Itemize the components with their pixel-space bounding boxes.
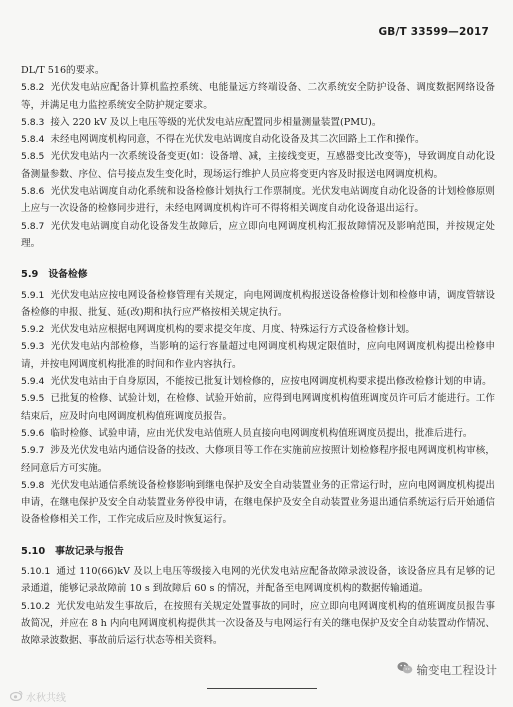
clause-number: 5.9.5 [21, 393, 45, 405]
clause-5-8-6 [21, 183, 495, 218]
footer-rule [207, 688, 317, 689]
clause-text: 光伏发电站内部检修，当影响的运行容量超过电网调度机构规定限值时，应向电网调度机构提出检修申请，并按电网调度机构批准的时间和作业内容执行。 [21, 341, 495, 370]
section-heading-5-9 [21, 266, 495, 283]
clause-number: 5.9.1 [21, 289, 45, 301]
clause-text: 涉及光伏发电站内通信设备的技改、大修项目等工作在实施前应按照计划检修程序报电网调度机构审核，经同意后方可实施。 [21, 445, 495, 474]
clause-5-9-7 [21, 442, 495, 477]
clause-text: 临时检修、试验申请，应由光伏发电站值班人员直接向电网调度机构值班调度员提出，批准后进行。 [50, 427, 473, 439]
clause-text: 光伏发电站由于自身原因，不能按已批复计划检修的，应按电网调度机构要求提出修改检修计划的申请。 [50, 376, 492, 388]
section-title: 事故记录与报告 [55, 545, 124, 557]
watermark-left-text: 水秋共线 [26, 693, 66, 704]
clause-5-10-1 [21, 563, 495, 598]
watermark-right-text: 输变电工程设计 [416, 662, 497, 677]
clause-text: 光伏发电站调度自动化系统和设备检修计划执行工作票制度。光伏发电站调度自动化设备的计划检修原则上应与一次设备的检修同步进行，未经电网调度机构许可不得将相关调度自动化设备退出运行。 [21, 186, 495, 215]
clause-text: 光伏发电站通信系统设备检修影响到继电保护及安全自动装置业务的正常运行时，应向电网调度机构提出申请，在继电保护及安全自动装置业务停役申请，在继电保护及安全自动装置业务退出通信系统运行后开始通信设备检修相关工作，工作完成后应及时恢复运行。 [21, 479, 495, 526]
section-title: 设备检修 [48, 269, 88, 281]
clause-number: 5.9.4 [21, 376, 45, 388]
clause-number: 5.8.3 [21, 116, 45, 128]
clause-text: 光伏发电站内一次系统设备变更(如：设备增、减，主接线变更，互感器变比改变等)，导致调度自动化设备测量参数、序位、信号接点发生变化时，现场运行维护人员应将变更内容及时报送电网调度机构。 [21, 151, 495, 180]
clause-5-8-2 [21, 79, 495, 114]
clause-continuation [21, 62, 495, 79]
clause-number: 5.9.3 [21, 341, 45, 353]
section-heading-5-10 [21, 543, 495, 560]
clause-number: 5.10.2 [21, 600, 51, 612]
clause-number: 5.9.6 [21, 427, 45, 439]
clause-number: 5.8.4 [21, 134, 45, 146]
clause-5-8-5 [21, 148, 495, 183]
clause-5-10-2 [21, 598, 495, 650]
clause-5-9-8 [21, 477, 495, 529]
clause-number: 5.9.2 [21, 324, 45, 336]
clause-5-9-3 [21, 338, 495, 373]
section-number: 5.10 [21, 545, 46, 557]
standard-number: GB/T 33599—2017 [378, 26, 489, 38]
clause-text: DL/T 516的要求。 [21, 65, 105, 76]
clause-5-9-1 [21, 287, 495, 322]
clause-number: 5.9.7 [21, 445, 45, 457]
section-number: 5.9 [21, 269, 39, 281]
document-body [21, 62, 495, 650]
clause-5-9-5 [21, 390, 495, 425]
wechat-icon [397, 661, 413, 678]
clause-5-8-4 [21, 131, 495, 148]
clause-text: 未经电网调度机构同意，不得在光伏发电站调度自动化设备及其二次回路上工作和操作。 [50, 134, 425, 146]
clause-text: 已批复的检修、试验计划，在检修、试验开始前，应得到电网调度机构值班调度员许可后才能进行。工作结束后，应及时向电网调度机构值班调度员报告。 [21, 393, 495, 422]
clause-5-9-4 [21, 373, 495, 390]
clause-number: 5.8.6 [21, 186, 45, 198]
clause-5-9-6 [21, 425, 495, 442]
clause-text: 光伏发电站应根据电网调度机构的要求提交年度、月度、特殊运行方式设备检修计划。 [50, 324, 415, 336]
clause-5-8-3 [21, 114, 495, 131]
clause-text: 光伏发电站发生事故后，在按照有关规定处置事故的同时，应立即向电网调度机构的值班调度员报告事故简况，并应在 8 h 内向电网调度机构提供其一次设备及与电网运行有关的继电保护及安全自动装置动作情况、故障录波数据、事故前后运行状态等相关资料。 [21, 600, 495, 647]
clause-number: 5.10.1 [21, 566, 51, 578]
clause-text: 通过 110(66)kV 及以上电压等级接入电网的光伏发电站应配备故障录波设备，该设备应具有足够的记录通道，能够记录故障前 10 s 到故障后 60 s 的情况，并配备至电网调度机构的数据传输通道。 [21, 566, 495, 595]
watermark-left [10, 689, 66, 704]
clause-text: 光伏发电站应按电网设备检修管理有关规定，向电网调度机构报送设备检修计划和检修申请，调度管辖设备检修的申报、批复、延(改)期和执行应严格按相关规定执行。 [21, 289, 495, 318]
clause-5-8-7 [21, 218, 495, 253]
clause-text: 光伏发电站调度自动化设备发生故障后，应立即向电网调度机构汇报故障情况及影响范围，并按规定处理。 [21, 220, 495, 249]
clause-number: 5.9.8 [21, 479, 45, 491]
clause-number: 5.8.7 [21, 220, 45, 232]
clause-text: 光伏发电站应配备计算机监控系统、电能量远方终端设备、二次系统安全防护设备、调度数据网络设备等，并满足电力监控系统安全防护规定要求。 [21, 82, 495, 111]
clause-5-9-2 [21, 321, 495, 338]
clause-text: 接入 220 kV 及以上电压等级的光伏发电站应配置同步相量测量装置(PMU)。 [50, 116, 382, 128]
clause-number: 5.8.5 [21, 151, 45, 163]
clause-number: 5.8.2 [21, 82, 45, 94]
watermark-right [395, 660, 500, 679]
weibo-icon [10, 690, 23, 704]
